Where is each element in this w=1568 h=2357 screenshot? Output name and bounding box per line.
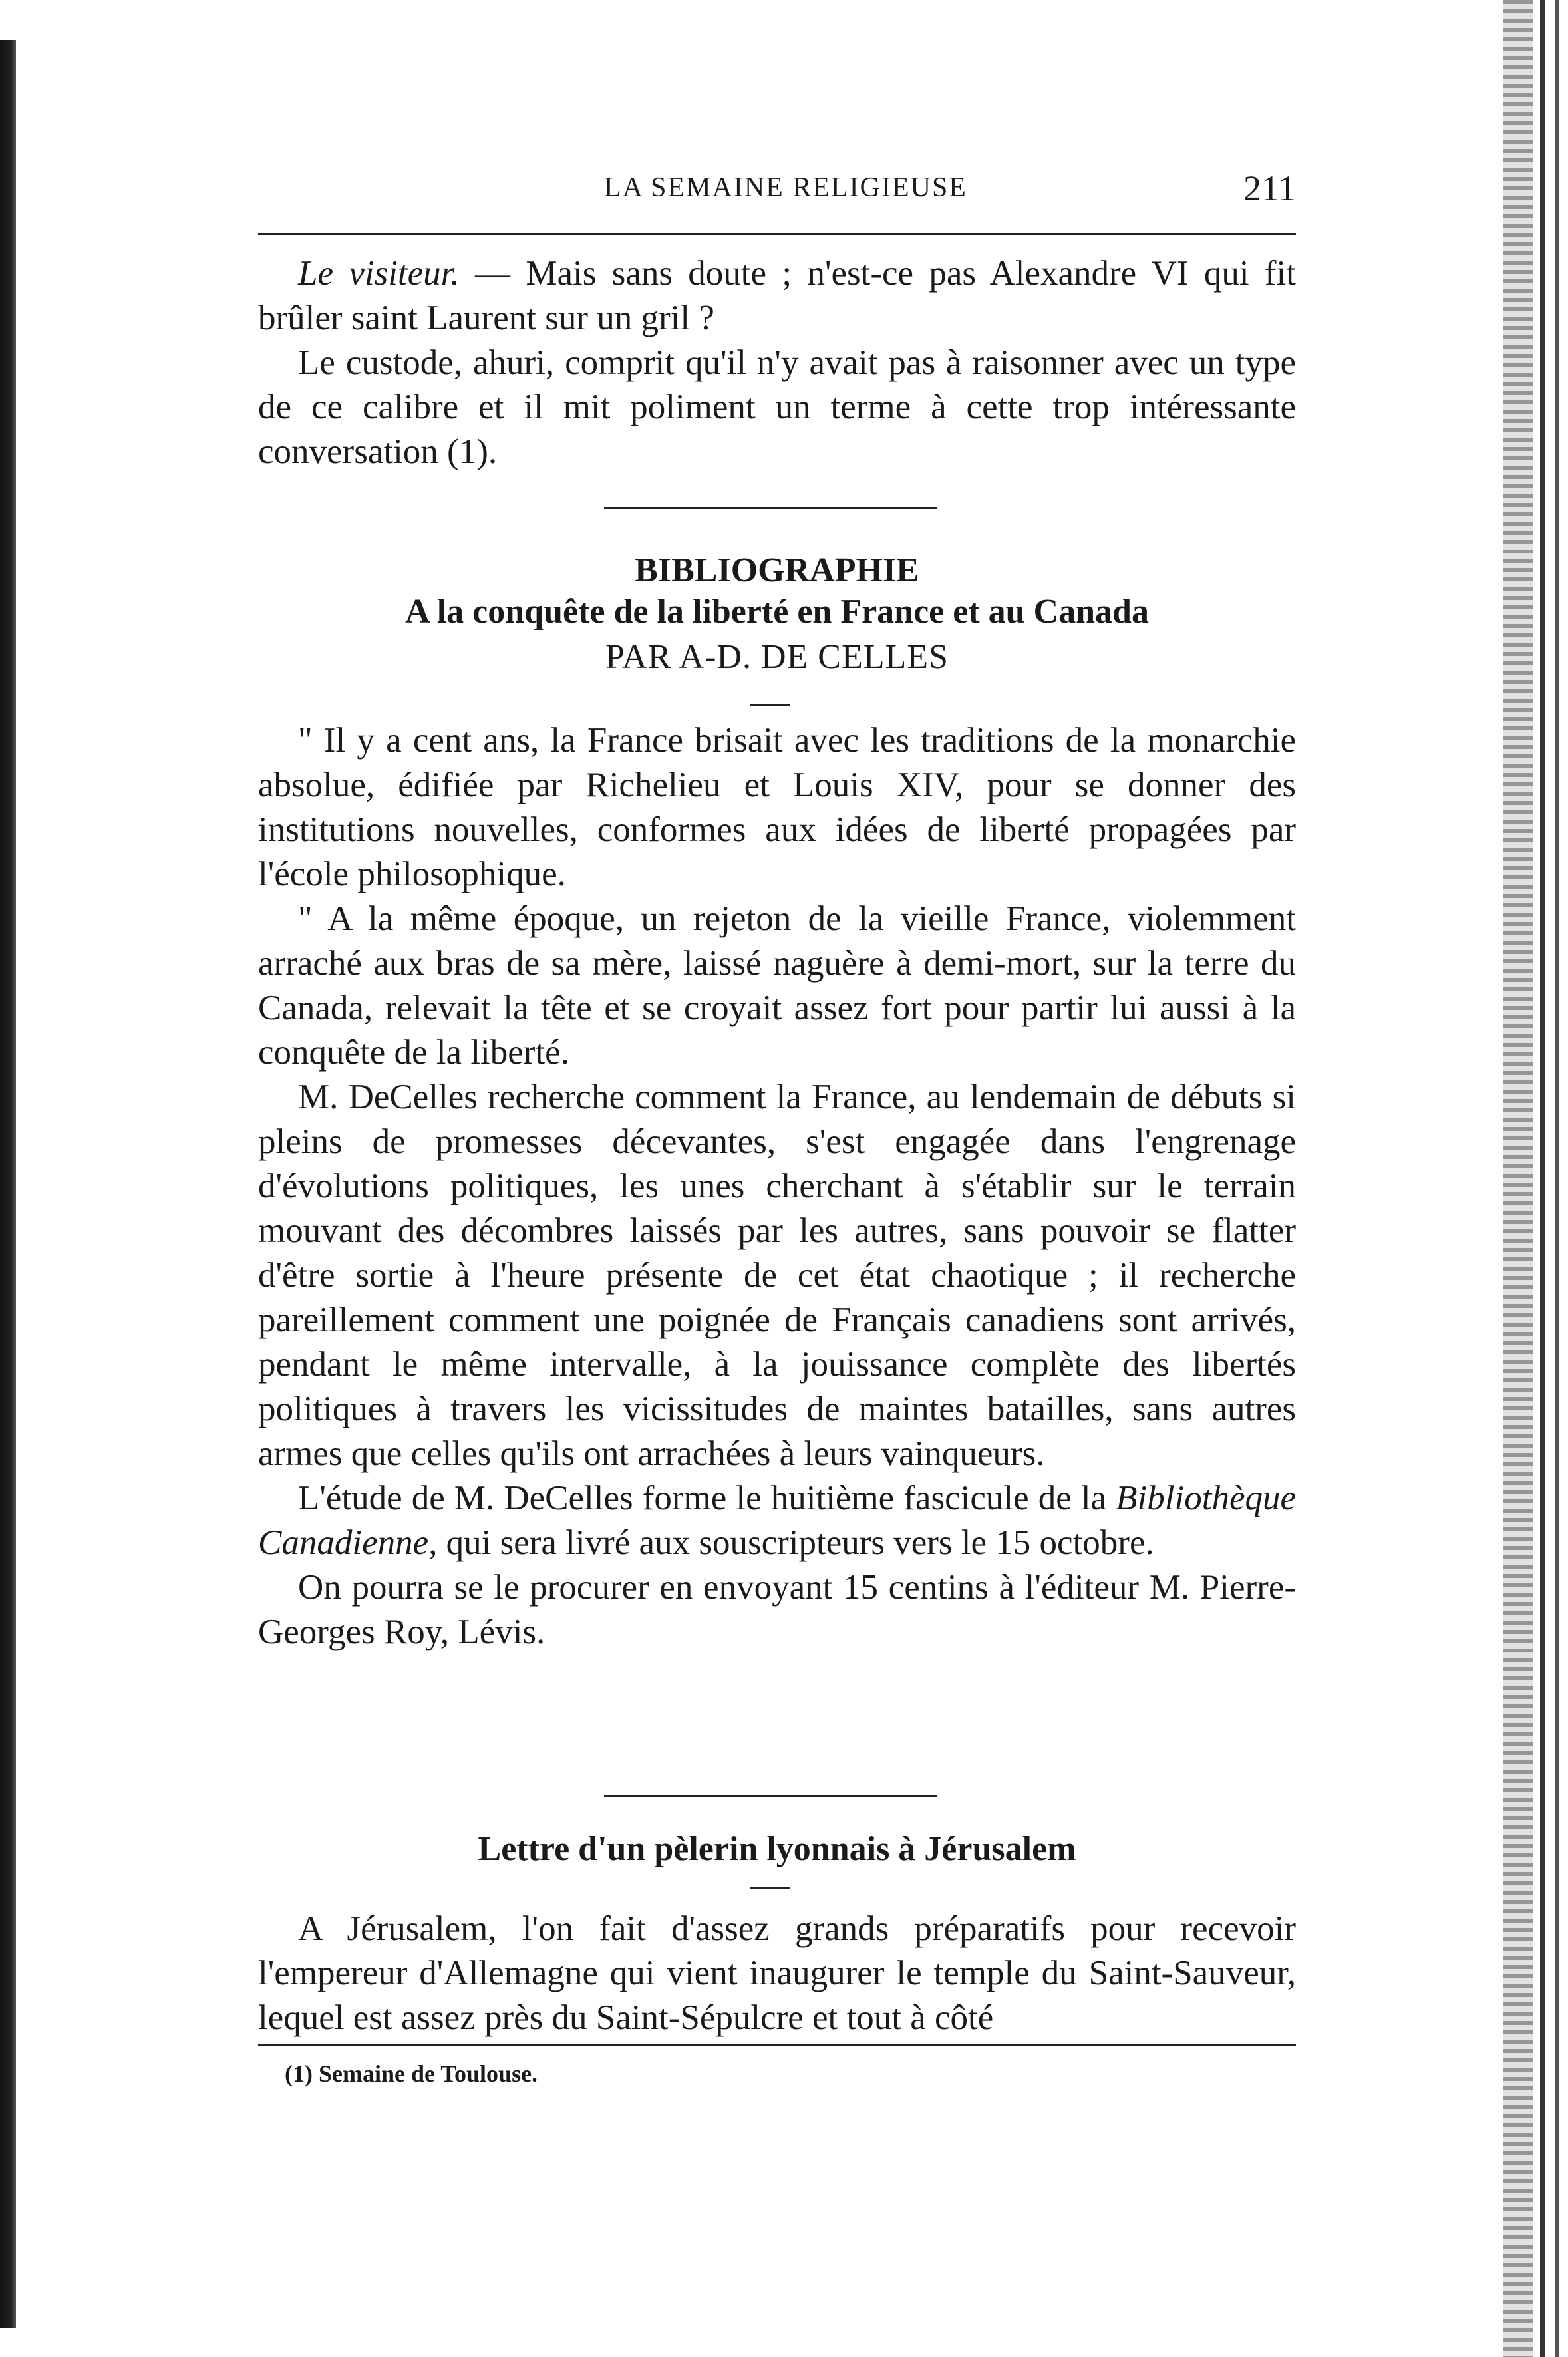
section-divider-2	[604, 1795, 937, 1797]
intro-paragraph-1	[258, 251, 1296, 341]
bibliographie-paragraph-5: On pourra se le procurer en envoyant 15 centins à l'éditeur M. Pierre-Georges Roy, Lévis.	[258, 1568, 1296, 1651]
intro-paragraph-2: Le custode, ahuri, comprit qu'il n'y avait pas à raisonner avec un type de ce calibre et il mit poliment un terme à cette trop intéressante conversation (1).	[258, 343, 1296, 471]
scan-right-edge-line	[1540, 0, 1545, 2357]
scan-right-edge	[1503, 0, 1533, 2357]
lettre-dash	[750, 1887, 790, 1889]
bibliographie-subheading: A la conquête de la liberté en France et au Canada	[405, 593, 1149, 631]
page-number: 211	[1243, 168, 1296, 208]
footnote-rule	[258, 2044, 1296, 2046]
running-head	[604, 168, 1296, 208]
scan-left-edge	[0, 40, 16, 2328]
running-title: LA SEMAINE RELIGIEUSE	[604, 172, 967, 203]
section-divider	[604, 507, 937, 509]
paragraph-4-start: L'étude de M. DeCelles forme le huitième fascicule de la	[298, 1479, 1116, 1517]
bibliographie-byline: PAR A-D. DE CELLES	[605, 638, 949, 676]
lettre-body	[258, 1907, 1296, 2040]
footnote: (1) Semaine de Toulouse.	[285, 2060, 538, 2087]
bibliographie-paragraph-4	[258, 1476, 1296, 1565]
series-title: Bibliothèque Canadienne,	[258, 1479, 1296, 1562]
header-rule	[258, 233, 1296, 235]
intro-block	[258, 251, 1296, 474]
paragraph-4-end: qui sera livré aux souscripteurs vers le 15 octobre.	[437, 1523, 1154, 1562]
bibliographie-heading: BIBLIOGRAPHIE	[635, 551, 919, 589]
scan-right-edge-line-outer	[1555, 0, 1559, 2357]
bibliographie-paragraph-1: " Il y a cent ans, la France brisait avec les traditions de la monarchie absolue, édifiée par Richelieu et Louis XIV, pour se donner des institutions nouvelles, conformes aux idées de liberté propagées par l'école philosophique.	[258, 721, 1296, 893]
bibliographie-body	[258, 718, 1296, 1654]
lettre-paragraph: A Jérusalem, l'on fait d'assez grands préparatifs pour recevoir l'empereur d'Allemagne qui vient inaugurer le temple du Saint-Sauveur, lequel est assez près du Saint-Sépulcre et tout à côté	[258, 1909, 1296, 2037]
intro-paragraph-1-text: — Mais sans doute ; n'est-ce pas Alexandre VI qui fit brûler saint Laurent sur un gril ?	[258, 254, 1296, 337]
bibliographie-paragraph-3: M. DeCelles recherche comment la France, au lendemain de débuts si pleins de promesses décevantes, s'est engagée dans l'engrenage d'évolutions politiques, les unes cherchant à s'établir sur le terrain mouvant des décombres laissés par les autres, sans pouvoir se flatter d'être sortie à l'heure présente de cet état chaotique ; il recherche pareillement comment une poignée de Français canadiens sont arrivés, pendant le même intervalle, à la jouissance complète des libertés politiques à travers les vicissitudes de maintes batailles, sans autres armes que celles qu'ils ont arrachées à leurs vainqueurs.	[258, 1078, 1296, 1473]
speaker-label: Le visiteur.	[298, 254, 460, 293]
bibliographie-paragraph-2: " A la même époque, un rejeton de la vieille France, violemment arraché aux bras de sa mère, laissé naguère à demi-mort, sur la terre du Canada, relevait la tête et se croyait assez fort pour partir lui aussi à la conquête de la liberté.	[258, 899, 1296, 1072]
heading-dash	[750, 704, 790, 706]
lettre-heading: Lettre d'un pèlerin lyonnais à Jérusalem	[478, 1830, 1076, 1868]
